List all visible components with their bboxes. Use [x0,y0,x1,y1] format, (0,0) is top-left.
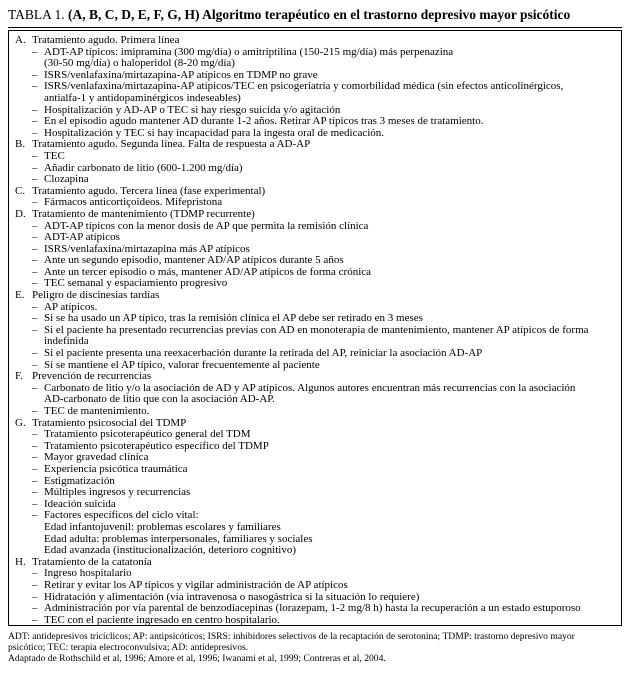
dash-bullet: – [32,300,38,313]
dash-bullet: – [32,115,38,128]
list-item-text: Ante un tercer episodio o más, mantener AD/AP atípicos de forma crónica [44,265,372,278]
table-footnote [8,631,626,665]
footnote-line-1: ADT: antidepresivos tricíclicos; AP: antipsicóticos; ISRS: inhibidores selectivos de la recaptación de serotonina; TDMP: trastorno depresivo mayor [8,631,575,642]
section-letter: A. [15,34,26,46]
table-section [15,209,617,290]
section-heading-text: Peligro de discinesias tardías [32,289,160,302]
dash-bullet: – [32,405,38,417]
list-item-text: En el episodio agudo mantener AD durante 1-2 años. Retirar AP típicos tras 3 meses de tratamiento. [44,115,484,128]
dash-bullet: – [32,80,38,93]
dash-bullet: – [32,509,38,522]
list-item-text: Experiencia psicótica traumática [44,462,188,475]
table-section [15,418,617,557]
list-item-text: TEC de mantenimiento. [44,405,150,417]
list-item [15,325,617,337]
section-heading [15,290,617,302]
dash-bullet: – [32,161,38,174]
list-item-text: TEC semanal y espaciamiento progresivo [44,277,228,290]
dash-bullet: – [32,590,38,603]
list-item-text: Múltiples ingresos y recurrencias [44,486,191,499]
table-section [15,290,617,371]
dash-bullet: – [32,277,38,290]
list-item-text: ADT-AP típicos: imipramina (300 mg/día) o amitriptilina (150-215 mg/día) más perpenazina [44,45,454,58]
dash-bullet: – [32,265,38,278]
section-letter: H. [15,555,26,568]
list-item [15,163,617,175]
list-item-text: Hospitalización y AD-AP o TEC si hay riesgo suicida y/o agitación [44,103,341,116]
dash-bullet: – [32,196,38,209]
algorithm-table [8,30,622,626]
section-letter: G. [15,416,26,429]
list-item-text: ISRS/venlafaxina/mirtazapina-AP atípicos en TDMP no grave [44,68,318,81]
list-item [15,47,617,59]
section-letter: F. [15,370,23,383]
dash-bullet: – [32,323,38,336]
section-letter: B. [15,138,26,151]
list-item-text: Fármacos anticortiçoideos. Mifepristona [44,196,223,209]
table-content [15,35,617,626]
list-item-text: Tratamiento psicoterapéutico general del TDM [44,428,251,441]
list-item-continuation: (30-50 mg/día) o haloperidol (8-20 mg/día) [44,57,235,70]
table-section [15,139,617,185]
list-item [15,615,617,627]
dash-bullet: – [32,381,38,394]
list-item [15,510,617,522]
section-heading [15,139,617,151]
dash-bullet: – [32,474,38,487]
list-item-text: Hospitalización y TEC si hay incapacidad para la ingesta oral de medicación. [44,126,385,139]
footnote-line-2: psicótico; TEC: terapia electroconvulsiva; AD: antidepresivos. [8,642,249,654]
table-section [15,557,617,627]
dash-bullet: – [32,462,38,475]
dash-bullet: – [32,439,38,452]
list-item-continuation: Edad adulta: problemas interpersonales, familiares y sociales [44,532,313,545]
dash-bullet: – [32,578,38,591]
list-item-text: Si se ha usado un AP típico, tras la remisión clínica el AP debe ser retirado en 3 meses [44,312,423,325]
section-heading-text: Prevención de recurrencias [32,370,152,383]
list-item-text: Si el paciente presenta una reexacerbación durante la retirada del AP, reiniciar la asociación AD-AP [44,347,483,360]
title-rule [8,27,622,28]
footnote-line-3: Adaptado de Rothschild et al, 1996; Amore et al, 1996; Iwanami et al, 1999; Contreras et al, 2004. [8,653,386,665]
dash-bullet: – [32,486,38,499]
section-heading-text: Tratamiento de mantenimiento (TDMP recurrente) [32,207,255,220]
list-item [15,383,617,395]
list-item-text: ISRS/venlafaxina/mirtazapina-AP atípicos/TEC en psicogeriatría y comorbilidad médica (sin efectos anticolinérgicos, [44,80,564,93]
list-item-text: Factores específicos del ciclo vital: [44,509,199,522]
dash-bullet: – [32,347,38,360]
list-item-continuation: Edad infantojuvenil: problemas escolares y familiares [44,520,281,533]
list-item-text: ISRS/venlafaxina/mirtazapina más AP atípicos [44,242,250,255]
list-item-text: Hidratación y alimentación (vía intravenosa o nasogástrica si la situación lo requiere) [44,590,420,603]
list-item-continuation: Edad avanzada (institucionalización, deterioro cognitivo) [44,544,296,557]
list-item-text: Añadir carbonato de litio (600-1.200 mg/día) [44,161,243,174]
list-item-text: Mayor gravedad clínica [44,451,149,464]
list-item-text: Ingreso hospitalario [44,567,132,580]
section-letter: C. [15,184,26,197]
list-item-text: Administración por vía parental de benzodiacepinas (lorazepam, 1-2 mg/8 h) hasta la recuperación a un estado estuporoso [44,602,581,615]
section-heading-text: Tratamiento de la catatonía [32,555,152,568]
list-item-text: ADT-AP típicos con la menor dosis de AP que permita la remisión clínica [44,219,369,232]
table-section [15,371,617,417]
table-title-text: (A, B, C, D, E, F, G, H) Algoritmo terapéutico en el trastorno depresivo mayor psicótico [68,7,571,22]
table-section [15,35,617,139]
list-item-text: TEC con el paciente ingresado en centro hospitalario. [44,613,280,626]
list-item-text: Estigmatización [44,474,115,487]
section-letter: D. [15,207,26,220]
list-item-text: Si se mantiene el AP típico, valorar frecuentemente al paciente [44,358,320,371]
section-heading-text: Tratamiento psicosocial del TDMP [32,416,187,429]
list-item [15,81,617,93]
dash-bullet: – [32,45,38,58]
dash-bullet: – [32,497,38,510]
section-letter: E. [15,289,25,302]
dash-bullet: – [32,149,38,162]
dash-bullet: – [32,126,38,139]
dash-bullet: – [32,613,38,626]
dash-bullet: – [32,451,38,464]
section-heading-text: Tratamiento agudo. Primera línea [32,34,180,46]
list-item-continuation: AD-carbonato de litio que con la asociación AD-AP. [44,393,275,406]
dash-bullet: – [32,219,38,232]
dash-bullet: – [32,254,38,267]
table-title-prefix: TABLA 1. [8,7,69,22]
section-heading-text: Tratamiento agudo. Tercera línea (fase experimental) [32,184,266,197]
dash-bullet: – [32,312,38,325]
list-item-text: ADT-AP atípicos [44,231,120,244]
dash-bullet: – [32,602,38,615]
table-title [8,5,623,25]
dash-bullet: – [32,103,38,116]
dash-bullet: – [32,173,38,186]
dash-bullet: – [32,428,38,441]
list-item-text: TEC [44,149,65,162]
list-item-text: Retirar y evitar los AP típicos y vigilar administración de AP atípicos [44,578,348,591]
section-heading-text: Tratamiento agudo. Segunda línea. Falta de respuesta a AD-AP [32,138,311,151]
dash-bullet: – [32,358,38,371]
dash-bullet: – [32,242,38,255]
list-item-text: Carbonato de litio y/o la asociación de AD y AP atípicos. Algunos autores encuentran más recurrencias con la asociación [44,381,576,394]
table-section [15,186,617,209]
list-item-text: AP atípicos. [44,300,98,313]
list-item-text: Tratamiento psicoterapéutico específico del TDMP [44,439,269,452]
dash-bullet: – [32,231,38,244]
list-item-text: Clozapina [44,173,89,186]
list-item-text: Ideación suicida [44,497,116,510]
list-item-continuation: antialfa-1 y antidopaminérgicos indeseables) [44,91,241,104]
list-item-continuation: indefinida [44,335,89,348]
dash-bullet: – [32,567,38,580]
list-item-text: Si el paciente ha presentado recurrencias previas con AD en monoterapia de mantenimiento, mantener AP atípicos de forma [44,323,589,336]
dash-bullet: – [32,68,38,81]
list-item-text: Ante un segundo episodio, mantener AD/AP atípicos durante 5 años [44,254,344,267]
